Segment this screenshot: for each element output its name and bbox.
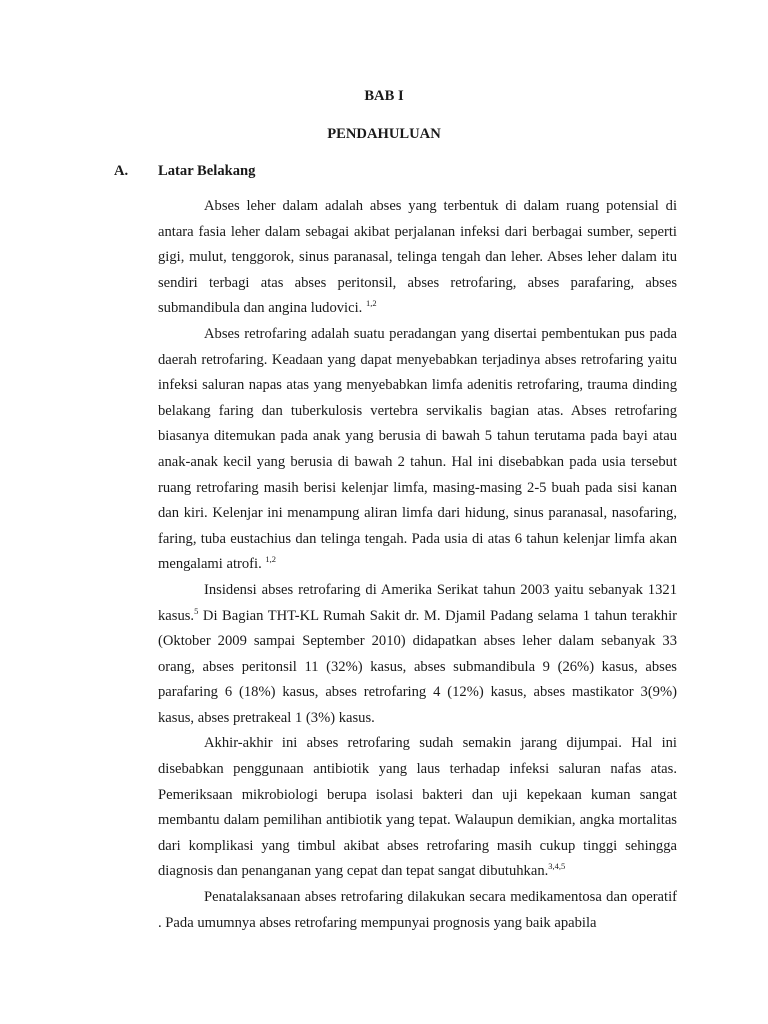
citation-ref: 5: [194, 605, 199, 616]
paragraph-5: [158, 885, 677, 936]
chapter-heading: BAB I: [364, 88, 404, 104]
section-title: Latar Belakang: [158, 163, 256, 179]
paragraph-4: [158, 731, 677, 885]
paragraph-3: [158, 578, 677, 732]
section-label: A.: [114, 163, 129, 179]
citation-ref: 1,2: [365, 298, 377, 309]
body-text: [158, 194, 677, 936]
citation-ref: 3,4,5: [548, 861, 566, 872]
paragraph-1-text: Abses leher dalam adalah abses yang terbentuk di dalam ruang potensial di antara fasia leher dalam sebagai akibat perjalanan infeksi dari berbagai sumber, seperti gigi, mulut, tenggorok, sinus paranasal, telinga tengah dan leher. Abses leher dalam itu sendiri terbagi atas abses peritonsil, abses retrofaring, abses parafaring, abses submandibula dan angina ludovici.: [158, 198, 677, 317]
paragraph-4-text: Akhir-akhir ini abses retrofaring sudah semakin jarang dijumpai. Hal ini disebabkan penggunaan antibiotik yang laus terhadap infeksi saluran nafas atas. Pemeriksaan mikrobiologi berupa isolasi bakteri dan uji kepekaan kuman sangat membantu dalam pemilihan antibiotik yang tepat. Walaupun demikian, angka mortalitas dari komplikasi yang timbul akibat abses retrofaring masih cukup tinggi sehingga diagnosis dan penanganan yang cepat dan tepat sangat dibutuhkan.: [158, 735, 677, 880]
chapter-title: PENDAHULUAN: [327, 126, 441, 142]
paragraph-1: [158, 194, 677, 322]
paragraph-2-text: Abses retrofaring adalah suatu peradangan yang disertai pembentukan pus pada daerah retrofaring. Keadaan yang dapat menyebabkan terjadinya abses retrofaring yaitu infeksi saluran napas atas yang menyebabkan limfa adenitis retrofaring, trauma dinding belakang faring dan tuberkulosis vertebra servikalis bagian atas. Abses retrofaring biasanya ditemukan pada anak yang berusia di bawah 5 tahun terutama pada bayi atau anak-anak kecil yang berusia di bawah 2 tahun. Hal ini disebabkan pada usia tersebut ruang retrofaring masih berisi kelenjar limfa, masing-masing 2-5 buah pada sisi kanan dan kiri. Kelenjar ini menampung aliran limfa dari hidung, sinus paranasal, nasofaring, faring, tuba eustachius dan telinga tengah. Pada usia di atas 6 tahun kelenjar limfa akan mengalami atrofi.: [158, 325, 677, 573]
paragraph-3-text-a: Insidensi abses retrofaring di Amerika Serikat tahun 2003 yaitu sebanyak 1321 kasus.: [158, 581, 677, 624]
citation-ref: 1,2: [265, 554, 277, 565]
paragraph-2: [158, 322, 677, 578]
paragraph-5-text: Penatalaksanaan abses retrofaring dilakukan secara medikamentosa dan operatif . Pada umumnya abses retrofaring mempunyai prognosis yang baik apabila: [158, 889, 677, 931]
paragraph-3-text-b: Di Bagian THT-KL Rumah Sakit dr. M. Djamil Padang selama 1 tahun terakhir (Oktober 2009 sampai September 2010) didapatkan abses leher dalam sebanyak 33 orang, abses peritonsil 11 (32%) kasus, abses submandibula 9 (26%) kasus, abses parafaring 6 (18%) kasus, abses retrofaring 4 (12%) kasus, abses mastikator 3(9%) kasus, abses pretrakeal 1 (3%) kasus.: [158, 607, 677, 726]
